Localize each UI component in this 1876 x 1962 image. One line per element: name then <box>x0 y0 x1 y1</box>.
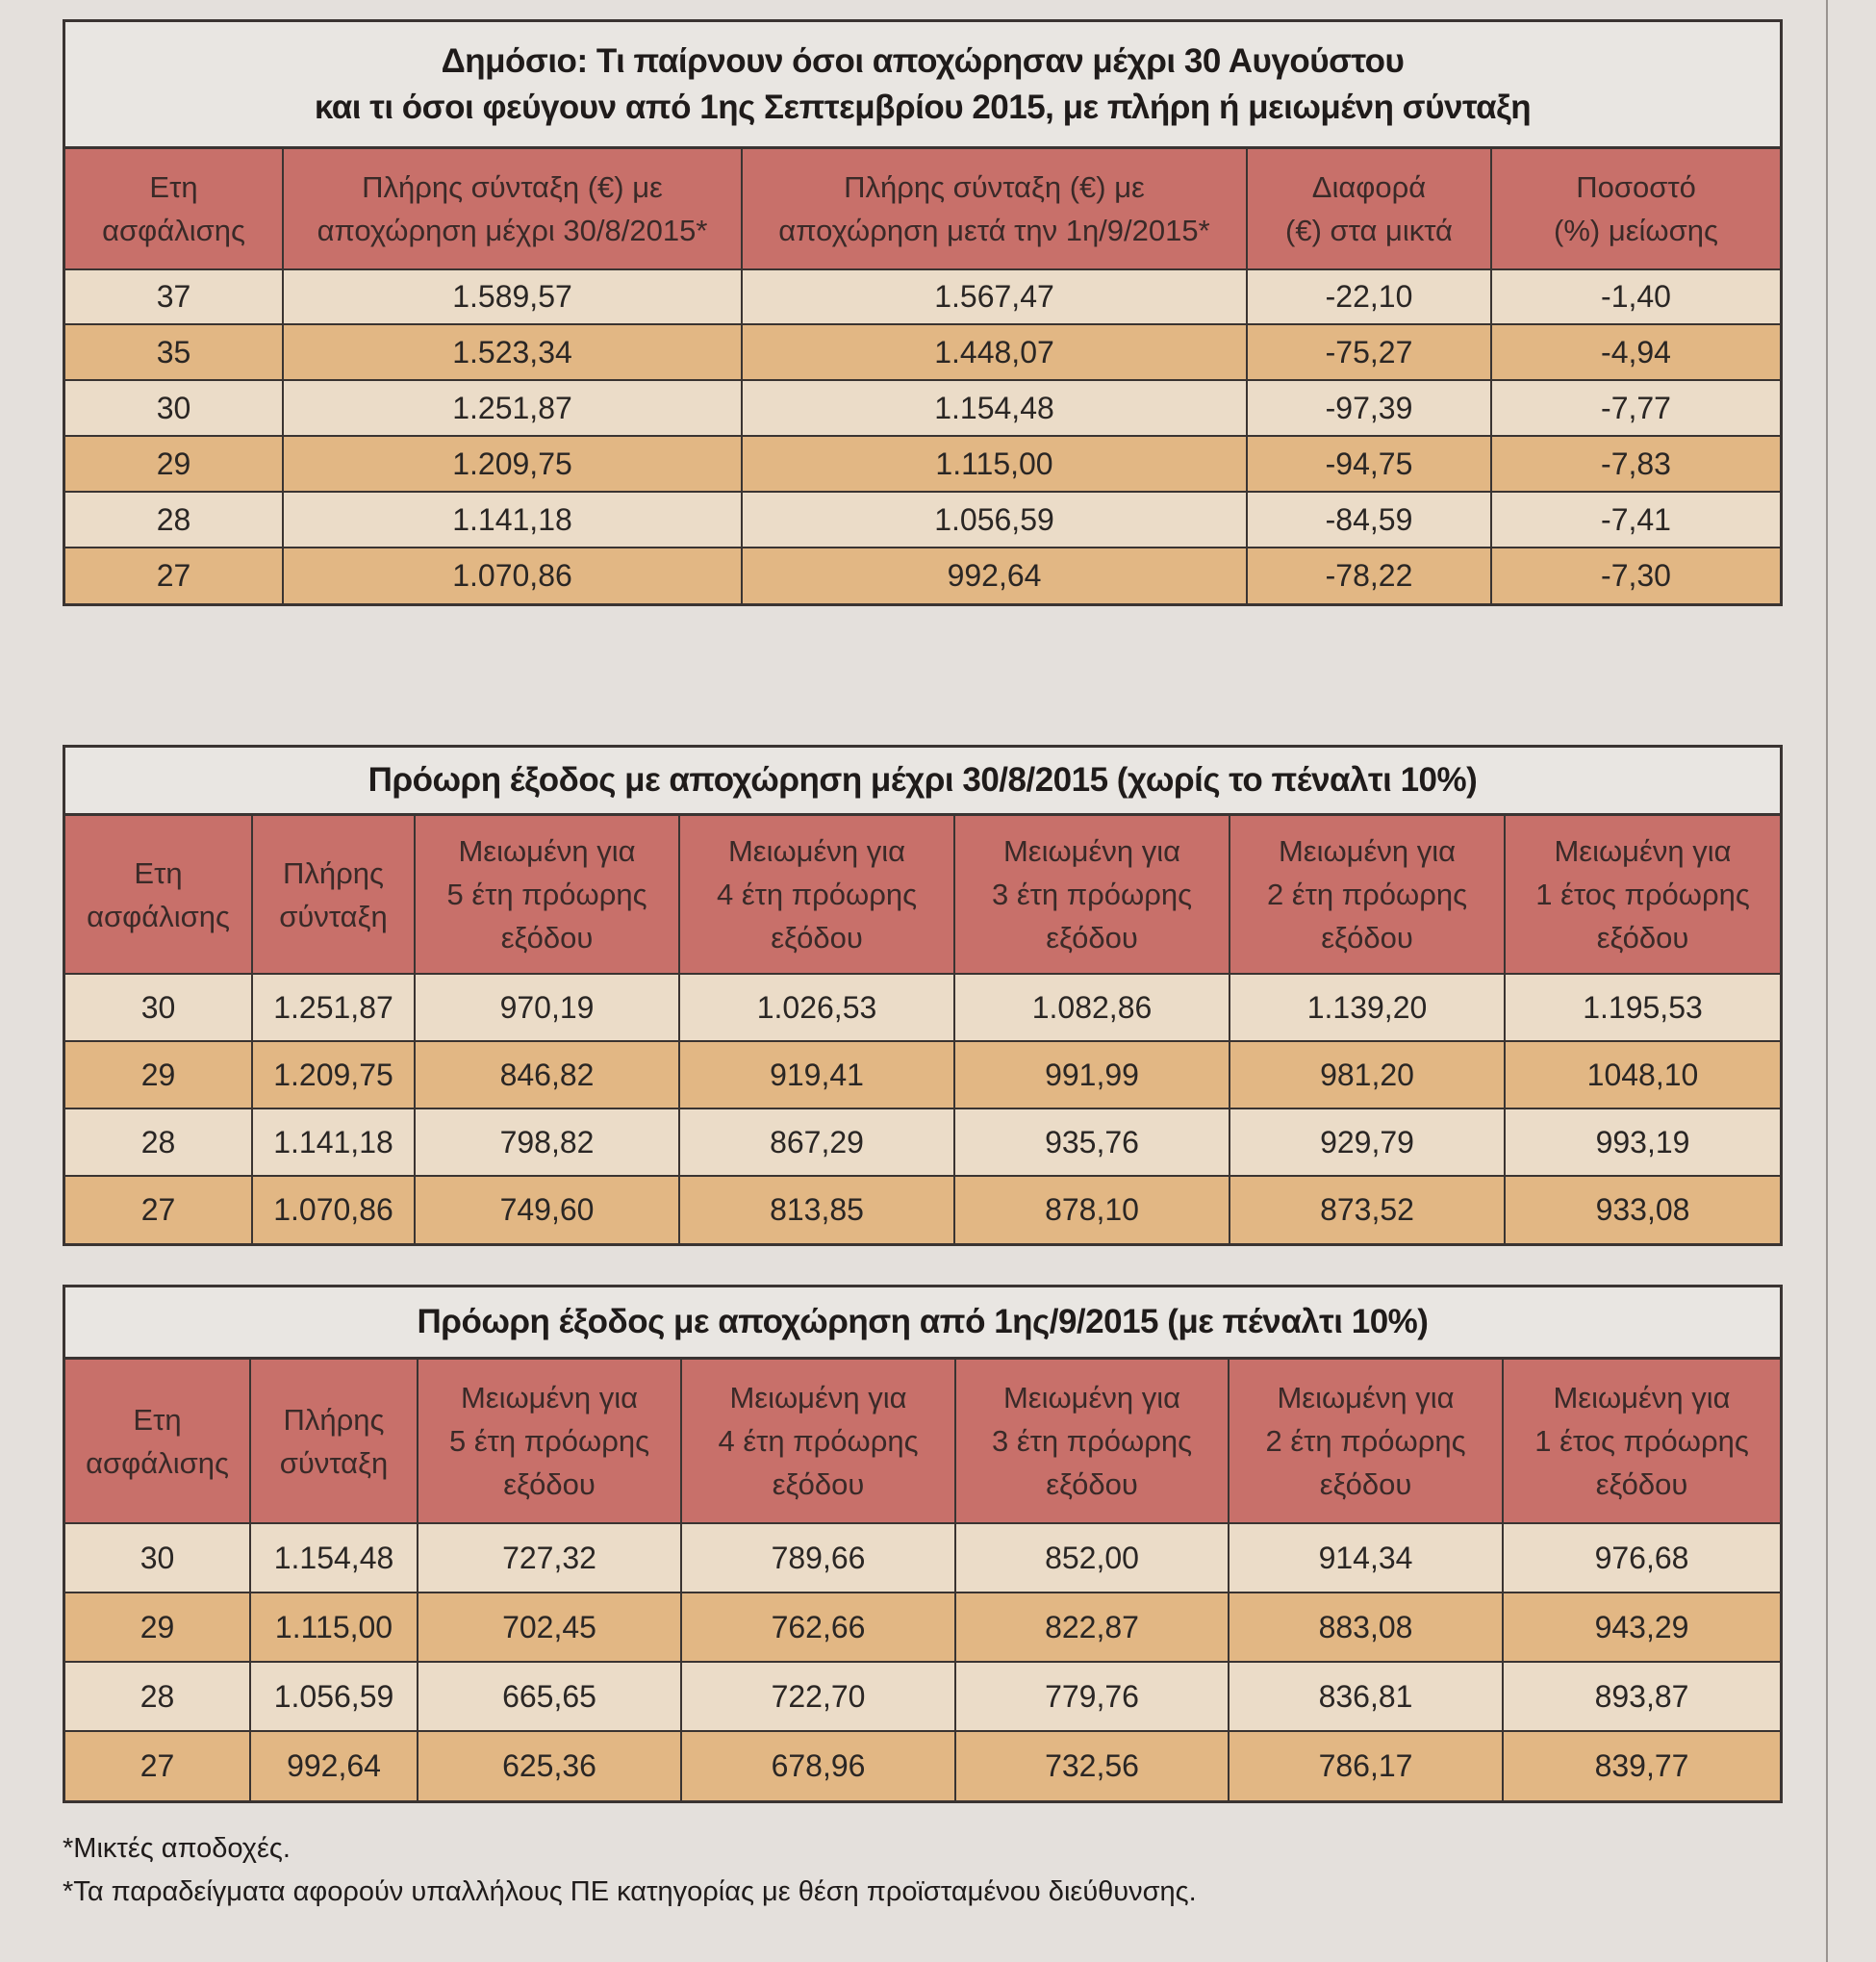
column-header: Μειωμένη για 4 έτη πρόωρης εξόδου <box>681 1360 955 1523</box>
years-cell: 30 <box>65 974 252 1041</box>
table-title <box>65 22 1780 149</box>
table-early-exit-after <box>63 1285 1783 1803</box>
value-cell: -84,59 <box>1247 492 1491 548</box>
table-row <box>65 324 1780 380</box>
value-cell: 665,65 <box>418 1662 681 1731</box>
value-cell: 1.209,75 <box>252 1041 415 1108</box>
value-cell: 914,34 <box>1229 1523 1503 1593</box>
value-cell: 929,79 <box>1230 1108 1505 1176</box>
value-cell: 893,87 <box>1503 1662 1780 1731</box>
value-cell: 970,19 <box>415 974 679 1041</box>
years-cell: 29 <box>65 1041 252 1108</box>
footnote: *Τα παραδείγματα αφορούν υπαλλήλους ΠΕ κατηγορίας με θέση προϊσταμένου διεύθυνσης. <box>63 1876 1197 1907</box>
value-cell: 786,17 <box>1229 1731 1503 1800</box>
value-cell: 981,20 <box>1230 1041 1505 1108</box>
value-cell: 779,76 <box>955 1662 1229 1731</box>
years-cell: 28 <box>65 1108 252 1176</box>
value-cell: -22,10 <box>1247 269 1491 324</box>
value-cell: 625,36 <box>418 1731 681 1800</box>
value-cell: 836,81 <box>1229 1662 1503 1731</box>
value-cell: 991,99 <box>954 1041 1230 1108</box>
value-cell: 732,56 <box>955 1731 1229 1800</box>
column-header: Μειωμένη για 2 έτη πρόωρης εξόδου <box>1230 816 1505 974</box>
value-cell: 943,29 <box>1503 1593 1780 1662</box>
value-cell: 1.589,57 <box>283 269 742 324</box>
value-cell: 993,19 <box>1505 1108 1780 1176</box>
header-row <box>65 1360 1780 1523</box>
table-early-exit-before <box>63 745 1783 1246</box>
table-row <box>65 1731 1780 1800</box>
column-header: Μειωμένη για 4 έτη πρόωρης εξόδου <box>679 816 954 974</box>
value-cell: -78,22 <box>1247 548 1491 603</box>
value-cell: 846,82 <box>415 1041 679 1108</box>
table-title <box>65 1287 1780 1360</box>
table-row <box>65 1662 1780 1731</box>
table-pensions-comparison <box>63 19 1783 606</box>
column-header: Διαφορά (€) στα μικτά <box>1247 149 1491 269</box>
column-header: Μειωμένη για 1 έτος πρόωρης εξόδου <box>1505 816 1780 974</box>
value-cell: -4,94 <box>1491 324 1780 380</box>
value-cell: 933,08 <box>1505 1176 1780 1243</box>
value-cell: 839,77 <box>1503 1731 1780 1800</box>
data-table <box>65 149 1780 603</box>
value-cell: 749,60 <box>415 1176 679 1243</box>
value-cell: 919,41 <box>679 1041 954 1108</box>
value-cell: -7,30 <box>1491 548 1780 603</box>
value-cell: 1.209,75 <box>283 436 742 492</box>
value-cell: 722,70 <box>681 1662 955 1731</box>
table-title-line: Δημόσιο: Τι παίρνουν όσοι αποχώρησαν μέχρι 30 Αυγούστου <box>441 41 1405 80</box>
table-title <box>65 748 1780 816</box>
value-cell: 813,85 <box>679 1176 954 1243</box>
value-cell: 1048,10 <box>1505 1041 1780 1108</box>
value-cell: 1.056,59 <box>742 492 1247 548</box>
value-cell: -7,41 <box>1491 492 1780 548</box>
table-row <box>65 380 1780 436</box>
value-cell: 1.139,20 <box>1230 974 1505 1041</box>
years-cell: 28 <box>65 492 283 548</box>
value-cell: 976,68 <box>1503 1523 1780 1593</box>
table-title-line: Πρόωρη έξοδος με αποχώρηση από 1ης/9/2015 (με πέναλτι 10%) <box>417 1303 1429 1340</box>
value-cell: -94,75 <box>1247 436 1491 492</box>
column-header: Μειωμένη για 5 έτη πρόωρης εξόδου <box>415 816 679 974</box>
column-header: Ετη ασφάλισης <box>65 816 252 974</box>
header-row <box>65 816 1780 974</box>
value-cell: 727,32 <box>418 1523 681 1593</box>
years-cell: 28 <box>65 1662 250 1731</box>
footnote: *Μικτές αποδοχές. <box>63 1833 291 1864</box>
column-header: Μειωμένη για 3 έτη πρόωρης εξόδου <box>954 816 1230 974</box>
value-cell: -7,77 <box>1491 380 1780 436</box>
value-cell: 1.026,53 <box>679 974 954 1041</box>
column-header: Ποσοστό (%) μείωσης <box>1491 149 1780 269</box>
value-cell: 867,29 <box>679 1108 954 1176</box>
table-title-line: Πρόωρη έξοδος με αποχώρηση μέχρι 30/8/2015 (χωρίς το πέναλτι 10%) <box>368 761 1478 799</box>
value-cell: 935,76 <box>954 1108 1230 1176</box>
column-divider <box>1826 0 1828 1962</box>
table-row <box>65 492 1780 548</box>
value-cell: 1.567,47 <box>742 269 1247 324</box>
years-cell: 37 <box>65 269 283 324</box>
value-cell: 1.056,59 <box>250 1662 418 1731</box>
column-header: Μειωμένη για 5 έτη πρόωρης εξόδου <box>418 1360 681 1523</box>
data-table <box>65 816 1780 1243</box>
value-cell: 1.251,87 <box>252 974 415 1041</box>
value-cell: 992,64 <box>250 1731 418 1800</box>
value-cell: -97,39 <box>1247 380 1491 436</box>
table-row <box>65 269 1780 324</box>
years-cell: 30 <box>65 1523 250 1593</box>
value-cell: 789,66 <box>681 1523 955 1593</box>
value-cell: 852,00 <box>955 1523 1229 1593</box>
table-row <box>65 974 1780 1041</box>
years-cell: 35 <box>65 324 283 380</box>
column-header: Πλήρης σύνταξη <box>250 1360 418 1523</box>
value-cell: 883,08 <box>1229 1593 1503 1662</box>
value-cell: 798,82 <box>415 1108 679 1176</box>
value-cell: 878,10 <box>954 1176 1230 1243</box>
value-cell: 762,66 <box>681 1593 955 1662</box>
value-cell: 1.115,00 <box>250 1593 418 1662</box>
table-row <box>65 1593 1780 1662</box>
column-header: Μειωμένη για 3 έτη πρόωρης εξόδου <box>955 1360 1229 1523</box>
column-header: Ετη ασφάλισης <box>65 1360 250 1523</box>
value-cell: 1.141,18 <box>283 492 742 548</box>
data-table <box>65 1360 1780 1800</box>
value-cell: 1.115,00 <box>742 436 1247 492</box>
table-row <box>65 1176 1780 1243</box>
value-cell: 1.448,07 <box>742 324 1247 380</box>
years-cell: 29 <box>65 436 283 492</box>
value-cell: 1.141,18 <box>252 1108 415 1176</box>
value-cell: 822,87 <box>955 1593 1229 1662</box>
table-row <box>65 1041 1780 1108</box>
table-row <box>65 1108 1780 1176</box>
value-cell: 1.082,86 <box>954 974 1230 1041</box>
table-row <box>65 436 1780 492</box>
value-cell: 1.070,86 <box>283 548 742 603</box>
value-cell: -7,83 <box>1491 436 1780 492</box>
value-cell: 1.523,34 <box>283 324 742 380</box>
table-row <box>65 1523 1780 1593</box>
value-cell: 702,45 <box>418 1593 681 1662</box>
value-cell: 1.154,48 <box>250 1523 418 1593</box>
years-cell: 30 <box>65 380 283 436</box>
value-cell: -1,40 <box>1491 269 1780 324</box>
value-cell: -75,27 <box>1247 324 1491 380</box>
value-cell: 678,96 <box>681 1731 955 1800</box>
table-row <box>65 548 1780 603</box>
years-cell: 29 <box>65 1593 250 1662</box>
value-cell: 1.251,87 <box>283 380 742 436</box>
column-header: Μειωμένη για 2 έτη πρόωρης εξόδου <box>1229 1360 1503 1523</box>
years-cell: 27 <box>65 1176 252 1243</box>
value-cell: 1.154,48 <box>742 380 1247 436</box>
column-header: Μειωμένη για 1 έτος πρόωρης εξόδου <box>1503 1360 1780 1523</box>
column-header: Πλήρης σύνταξη (€) με αποχώρηση μετά την 1η/9/2015* <box>742 149 1247 269</box>
value-cell: 1.195,53 <box>1505 974 1780 1041</box>
value-cell: 873,52 <box>1230 1176 1505 1243</box>
years-cell: 27 <box>65 548 283 603</box>
column-header: Πλήρης σύνταξη (€) με αποχώρηση μέχρι 30/8/2015* <box>283 149 742 269</box>
value-cell: 992,64 <box>742 548 1247 603</box>
header-row <box>65 149 1780 269</box>
table-title-line: και τι όσοι φεύγουν από 1ης Σεπτεμβρίου 2015, με πλήρη ή μειωμένη σύνταξη <box>314 88 1532 126</box>
column-header: Πλήρης σύνταξη <box>252 816 415 974</box>
column-header: Ετη ασφάλισης <box>65 149 283 269</box>
value-cell: 1.070,86 <box>252 1176 415 1243</box>
years-cell: 27 <box>65 1731 250 1800</box>
